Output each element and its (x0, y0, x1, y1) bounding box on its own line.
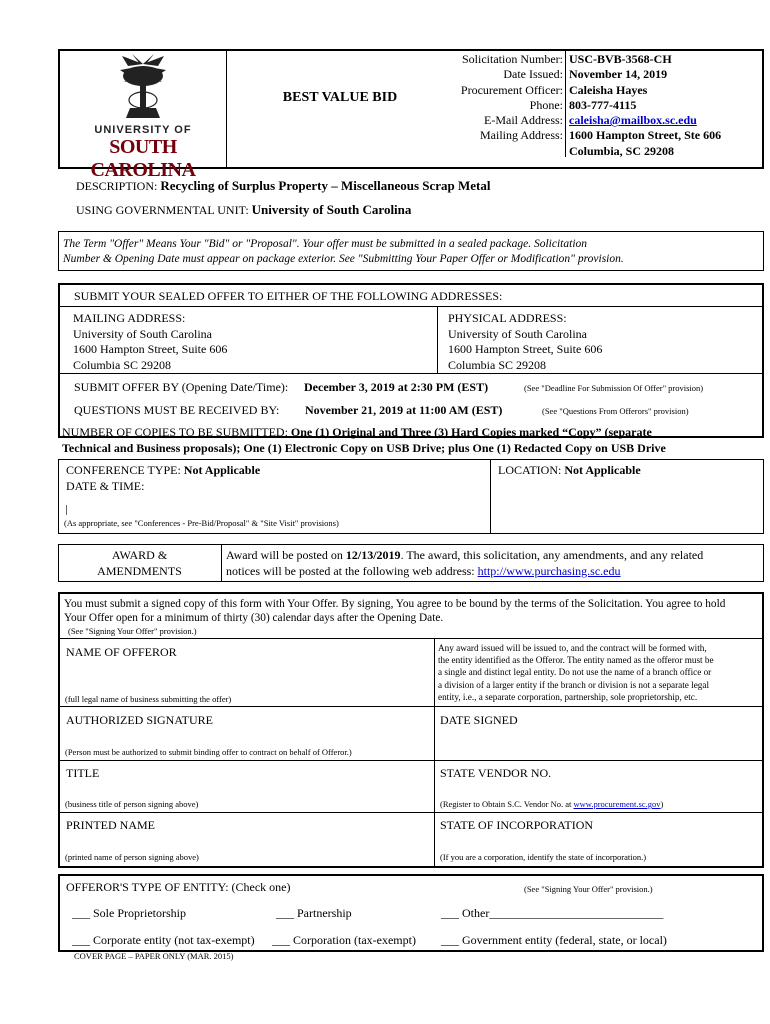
entity-option-other[interactable]: ___ Other_____________________________ (441, 906, 664, 920)
signing-statement: You must submit a signed copy of this form with Your Offer. By signing, You agree to be bound by the terms of the Solicitation. You agree to hold Your Offer open for a minimum of thirty (30) calendar days after the Opening Date. (64, 598, 726, 624)
authorized-signature-label: AUTHORIZED SIGNATURE (66, 713, 213, 727)
university-logo (62, 52, 224, 181)
palmetto-tree-icon (62, 52, 224, 124)
offeror-name-label: NAME OF OFFEROR (66, 645, 177, 659)
entity-option-government[interactable]: ___ Government entity (federal, state, or local) (441, 933, 667, 947)
field-label: Date Issued: (503, 67, 563, 82)
unit-value: University of South Carolina (251, 202, 412, 217)
vendor-number-note: (Register to Obtain S.C. Vendor No. at www.procurement.sc.gov) (440, 799, 664, 809)
authorized-signature-note: (Person must be authorized to submit binding offer to contract on behalf of Offeror.) (65, 747, 352, 757)
questions-note: (See "Questions From Offerors" provision) (542, 406, 689, 416)
printed-name-input[interactable] (62, 833, 430, 847)
questions-label: QUESTIONS MUST BE RECEIVED BY: (74, 403, 280, 417)
description-value: Recycling of Surplus Property – Miscellaneous Scrap Metal (160, 178, 491, 193)
title-label: TITLE (66, 766, 100, 780)
submit-offer-note: (See "Deadline For Submission Of Offer" provision) (524, 383, 704, 393)
copies: NUMBER OF COPIES TO BE SUBMITTED: One (1) Original and Three (3) Hard Copies marked “Copy” (separate Technical and Business proposals); One (1) Electronic Copy on USB Drive; plus One (1) Redacted Copy on USB Drive (62, 425, 666, 455)
date-issued: November 14, 2019 (569, 67, 668, 82)
offeror-name-note: (full legal name of business submitting the offer) (65, 694, 232, 704)
conference-location: LOCATION: Not Applicable (498, 463, 641, 477)
field-label: E-Mail Address: (484, 113, 563, 128)
signing-note: (See "Signing Your Offer" provision.) (68, 626, 197, 636)
conference-datetime-field[interactable] (66, 505, 67, 515)
printed-name-label: PRINTED NAME (66, 818, 155, 832)
procurement-officer: Caleisha Hayes (569, 82, 648, 97)
vendor-number-label: STATE VENDOR NO. (440, 766, 552, 780)
procurement-link[interactable]: www.procurement.sc.gov (573, 799, 661, 809)
physical-address-box: PHYSICAL ADDRESS: University of South Carolina 1600 Hampton Street, Suite 606 Columbia SC 29208 (437, 306, 764, 374)
footer: COVER PAGE – PAPER ONLY (MAR. 2015) (74, 951, 234, 961)
email-link[interactable]: caleisha@mailbox.sc.edu (569, 113, 697, 128)
award-date: 12/13/2019 (345, 548, 401, 562)
conference-datetime-label: DATE & TIME: (66, 479, 145, 493)
entity-option-sole-proprietorship[interactable]: ___ Sole Proprietorship (72, 906, 186, 920)
entity-option-corporate-entity[interactable]: ___ Corporate entity (not tax-exempt) (72, 933, 255, 947)
notice-line: Number & Opening Date must appear on package exterior. See "Submitting Your Paper Offer or Modification" provision. (63, 253, 624, 265)
conference-type: CONFERENCE TYPE: Not Applicable (66, 463, 261, 477)
award-label: AWARD & AMENDMENTS (97, 548, 182, 578)
mailing-address-box: MAILING ADDRESS: University of South Carolina 1600 Hampton Street, Suite 606 Columbia SC 29208 (58, 306, 438, 374)
date-signed-input[interactable] (440, 728, 760, 756)
award-text: Award will be posted on 12/13/2019. The award, this solicitation, any amendments, and any related notices will be posted at the following web address: http://www.purchasing.sc.edu (226, 548, 704, 578)
addresses-heading: SUBMIT YOUR SEALED OFFER TO EITHER OF THE FOLLOWING ADDRESSES: (74, 289, 503, 303)
purchasing-link[interactable]: http://www.purchasing.sc.edu (477, 563, 621, 578)
printed-name-note: (printed name of person signing above) (65, 852, 199, 862)
logo-university-of: UNIVERSITY OF (94, 124, 192, 136)
title-note: (business title of person signing above) (65, 799, 199, 809)
title-input[interactable] (62, 781, 430, 795)
offeror-name-input[interactable] (62, 660, 430, 688)
solicitation-number: USC-BVB-3568-CH (569, 52, 672, 66)
submit-offer-label: SUBMIT OFFER BY (Opening Date/Time): (74, 380, 289, 394)
entity-option-corporation-tax-exempt[interactable]: ___ Corporation (tax-exempt) (272, 933, 416, 947)
logo-south-carolina: SOUTH CAROLINA (90, 136, 196, 181)
entity-option-partnership[interactable]: ___ Partnership (276, 906, 352, 920)
page-title: BEST VALUE BID (282, 90, 398, 105)
state-incorporation-note: (If you are a corporation, identify the state of incorporation.) (440, 852, 647, 862)
notice-line: The Term "Offer" Means Your "Bid" or "Proposal". Your offer must be submitted in a sealed package. Solicitation (63, 238, 588, 250)
conference-note: (As appropriate, see "Conferences - Pre-Bid/Proposal" & "Site Visit" provisions) (64, 518, 339, 528)
entity-type-heading: OFFEROR'S TYPE OF ENTITY: (Check one) (66, 880, 291, 894)
state-incorporation-label: STATE OF INCORPORATION (440, 818, 594, 832)
authorized-signature-input[interactable] (62, 728, 430, 742)
governmental-unit: USING GOVERNMENTAL UNIT: University of South Carolina (76, 202, 412, 217)
mailing-address-city: Columbia, SC 29208 (569, 143, 675, 158)
field-label: Mailing Address: (480, 128, 563, 143)
entity-type-note: (See "Signing Your Offer" provision.) (524, 884, 653, 894)
field-label: Procurement Officer: (460, 82, 563, 97)
mailing-address: 1600 Hampton Street, Ste 606 (569, 128, 722, 143)
notice-box (58, 231, 764, 271)
description: DESCRIPTION: Recycling of Surplus Property – Miscellaneous Scrap Metal (76, 178, 491, 193)
submit-offer-date: December 3, 2019 at 2:30 PM (EST) (304, 380, 489, 394)
date-signed-label: DATE SIGNED (440, 713, 518, 727)
questions-date: November 21, 2019 at 11:00 AM (EST) (305, 403, 503, 417)
entity-statement: Any award issued will be issued to, and the contract will be formed with, the entity identified as the Offeror. The entity named as the offeror must be a single and distinct legal entity. Do not use the name of a branch office or a division of a larger entity if the branch or division is not a separate legal entity, i.e., a separate corporation, partnership, sole proprietorship, etc. (438, 643, 714, 702)
phone: 803-777-4115 (569, 97, 637, 112)
field-label: Phone: (529, 97, 563, 112)
field-label: Solicitation Number: (462, 52, 563, 66)
